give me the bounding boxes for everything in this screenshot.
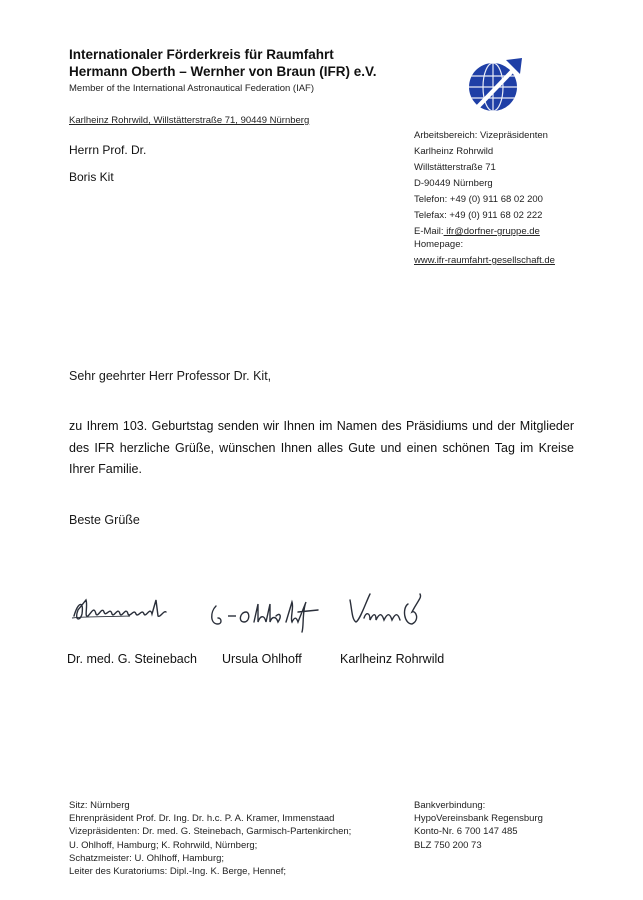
- recipient-name: Boris Kit: [69, 170, 114, 184]
- salutation: Sehr geehrter Herr Professor Dr. Kit,: [69, 369, 272, 383]
- org-name-line2: Hermann Oberth – Wernher von Braun (IFR) e.V.: [69, 64, 377, 79]
- footer-line: Leiter des Kuratoriums: Dipl.-Ing. K. Berge, Hennef;: [69, 866, 287, 878]
- sender-street: Willstätterstraße 71: [414, 162, 496, 173]
- org-name-line1: Internationaler Förderkreis für Raumfahrt: [69, 47, 334, 62]
- recipient-line1: Herrn Prof. Dr.: [69, 143, 147, 157]
- signatory-name: Dr. med. G. Steinebach: [67, 652, 197, 666]
- letter-body: zu Ihrem 103. Geburtstag senden wir Ihnen im Namen des Präsidiums und der Mitglieder des IFR herzliche Grüße, wünschen Ihnen alles Gute und einen schönen Tag im Kreise Ihrer Familie.: [69, 419, 574, 476]
- signatory-name: Karlheinz Rohrwild: [340, 652, 445, 666]
- footer-line: Schatzmeister: U. Ohlhoff, Hamburg;: [69, 852, 225, 864]
- sender-phone: Telefon: +49 (0) 911 68 02 200: [414, 194, 543, 205]
- sender-city: D-90449 Nürnberg: [414, 178, 493, 189]
- footer-line: Ehrenpräsident Prof. Dr. Ing. Dr. h.c. P. A. Kramer, Immenstaad: [69, 813, 335, 825]
- footer-line: BLZ 750 200 73: [414, 839, 482, 851]
- sender-info-block: [414, 129, 555, 267]
- email-label: E-Mail:: [414, 226, 444, 237]
- signature-ohlhoff: [206, 598, 324, 636]
- sender-return-address: Karlheinz Rohrwild, Willstätterstraße 71, 90449 Nürnberg: [69, 115, 310, 126]
- sender-fax: Telefax: +49 (0) 911 68 02 222: [414, 210, 543, 221]
- signature-rohrwild: [346, 590, 436, 634]
- footer-line: Bankverbindung:: [414, 800, 486, 811]
- footer-line: Konto-Nr. 6 700 147 485: [414, 826, 518, 838]
- footer-right: [414, 799, 543, 852]
- footer-line: Vizepräsidenten: Dr. med. G. Steinebach, Garmisch-Partenkirchen;: [69, 826, 352, 838]
- signature-steinebach: [70, 592, 180, 626]
- signatory-name: Ursula Ohlhoff: [222, 652, 302, 666]
- footer-line: Sitz: Nürnberg: [69, 800, 130, 811]
- sender-division: Arbeitsbereich: Vizepräsidenten: [414, 130, 548, 141]
- org-membership: Member of the International Astronautical Federation (IAF): [69, 83, 315, 94]
- homepage-link[interactable]: www.ifr-raumfahrt-gesellschaft.de: [414, 255, 555, 266]
- ifr-globe-logo-icon: [462, 56, 524, 118]
- sender-name: Karlheinz Rohrwild: [414, 146, 494, 157]
- homepage-label: Homepage:: [414, 239, 464, 250]
- footer-left: [69, 799, 351, 878]
- email-link[interactable]: ifr@dorfner-gruppe.de: [443, 226, 540, 237]
- closing: Beste Grüße: [69, 513, 140, 527]
- sender-email-row: [414, 225, 555, 238]
- footer-line: U. Ohlhoff, Hamburg; K. Rohrwild, Nürnberg;: [69, 839, 258, 851]
- footer-line: HypoVereinsbank Regensburg: [414, 813, 543, 825]
